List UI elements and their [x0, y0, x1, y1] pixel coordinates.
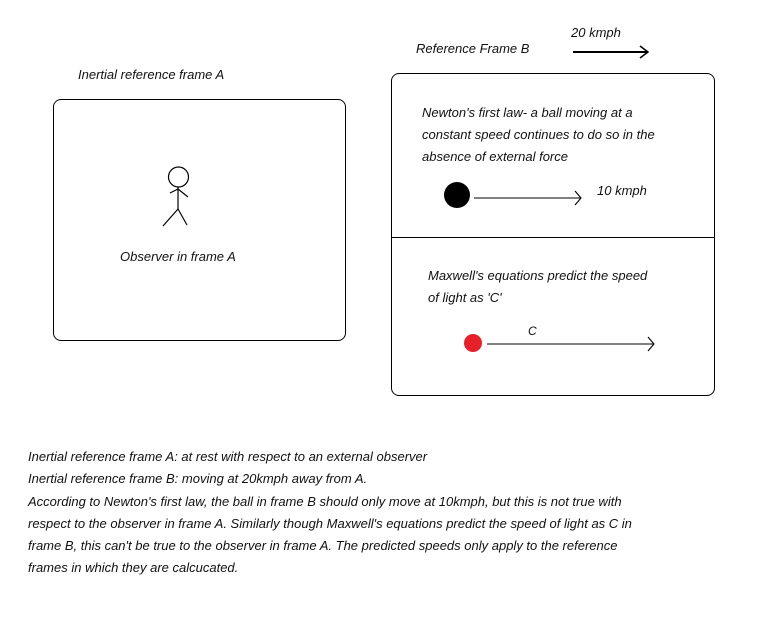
explanation-line: Inertial reference frame A: at rest with respect to an external observer	[28, 449, 428, 464]
newton-text-line: absence of external force	[422, 149, 568, 164]
explanation-line: frame B, this can't be true to the observer in frame A. The predicted speeds only apply to the reference	[28, 538, 618, 554]
frame-b-velocity-label: 20 kmph	[571, 25, 621, 40]
frame-b-divider	[391, 237, 714, 238]
explanation-line: frames in which they are calcucated.	[28, 560, 239, 576]
light-diagram	[463, 333, 663, 355]
frame-a-title: Inertial reference frame A	[78, 67, 225, 82]
explanation-line: respect to the observer in frame A. Similarly though Maxwell's equations predict the speed of light as C in	[28, 515, 632, 531]
light-ball	[464, 334, 482, 352]
explanation-text	[28, 446, 728, 580]
light-speed-label: C	[528, 324, 537, 338]
stick-figure-icon	[160, 163, 200, 229]
maxwell-panel-text	[428, 265, 647, 309]
explanation-line: According to Newton's first law, the ball in frame B should only move at 10kmph, but this is not true with	[28, 493, 622, 509]
newton-ball	[444, 182, 470, 208]
newton-text-line: Newton's first law- a ball moving at a	[422, 105, 633, 120]
newton-text-line: constant speed continues to do so in the	[422, 127, 655, 142]
frame-b-velocity-arrow-icon	[573, 44, 653, 60]
newton-ball-diagram	[443, 181, 588, 211]
newton-panel-text	[422, 102, 655, 168]
newton-speed-label: 10 kmph	[597, 183, 647, 198]
maxwell-text-line: of light as 'C'	[428, 290, 502, 305]
explanation-line: Inertial reference frame B: moving at 20kmph away from A.	[28, 471, 368, 487]
observer-label: Observer in frame A	[120, 249, 236, 264]
maxwell-text-line: Maxwell's equations predict the speed	[428, 268, 648, 283]
frame-b-title: Reference Frame B	[416, 41, 530, 56]
